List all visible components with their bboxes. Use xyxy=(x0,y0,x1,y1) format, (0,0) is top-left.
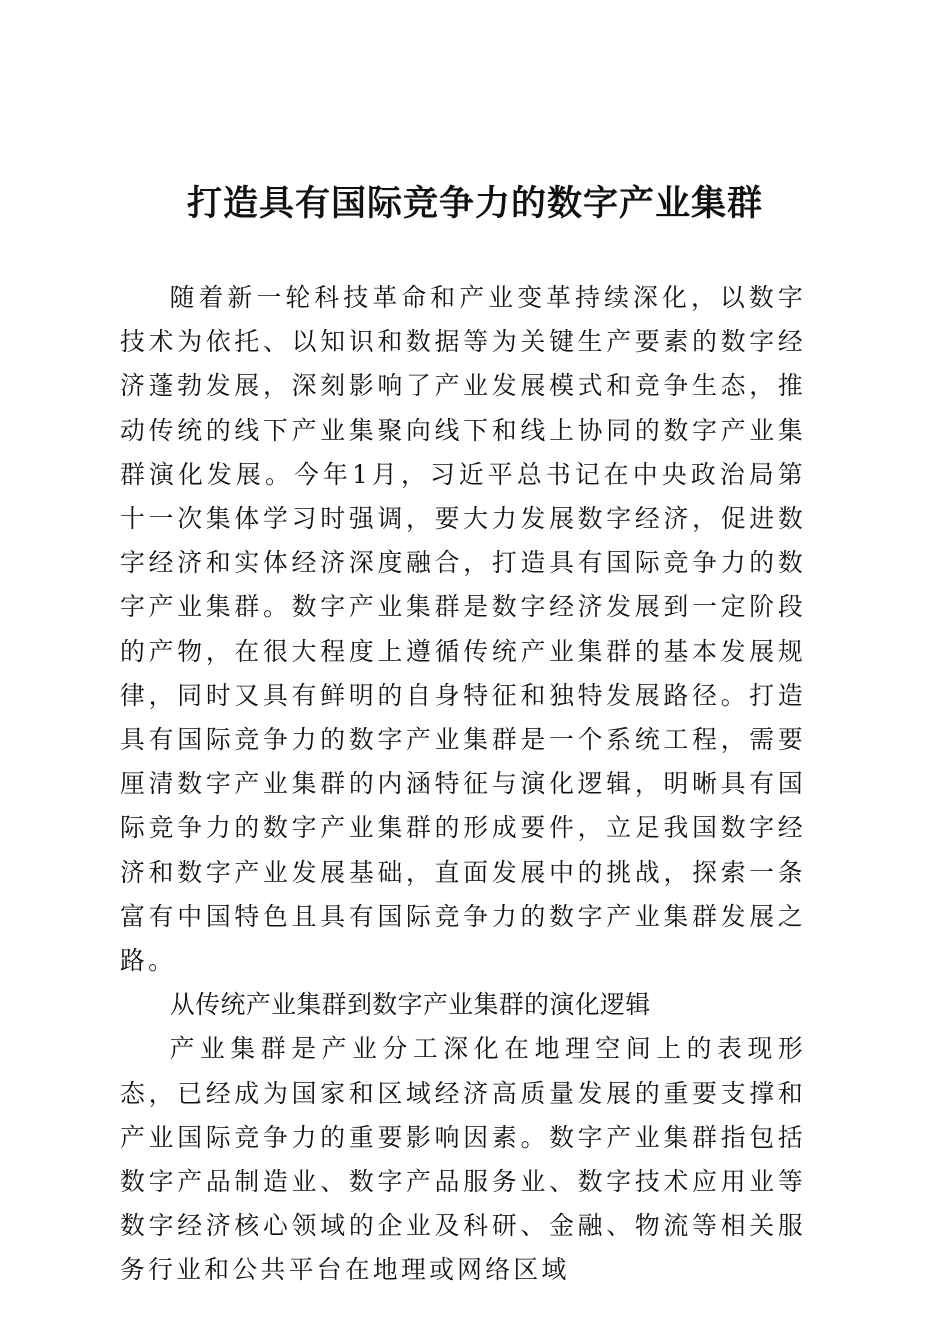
document-body xyxy=(120,276,806,1293)
body-paragraph: 产业集群是产业分工深化在地理空间上的表现形态，已经成为国家和区域经济高质量发展的重要支撑和产业国际竞争力的重要影响因素。数字产业集群指包括数字产品制造业、数字产品服务业、数字技术应用业等数字经济核心领域的企业及科研、金融、物流等相关服务行业和公共平台在地理或网络区域 xyxy=(120,1034,806,1285)
document-title: 打造具有国际竞争力的数字产业集群 xyxy=(186,183,763,224)
section-heading: 从传统产业集群到数字产业集群的演化逻辑 xyxy=(170,990,651,1020)
body-paragraph: 随着新一轮科技革命和产业变革持续深化，以数字技术为依托、以知识和数据等为关键生产要素的数字经济蓬勃发展，深刻影响了产业发展模式和竞争生态，推动传统的线下产业集聚向线下和线上协同的数字产业集群演化发展。今年1月，习近平总书记在中央政治局第十一次集体学习时强调，要大力发展数字经济，促进数字经济和实体经济深度融合，打造具有国际竞争力的数字产业集群。数字产业集群是数字经济发展到一定阶段的产物，在很大程度上遵循传统产业集群的基本发展规律，同时又具有鲜明的自身特征和独特发展路径。打造具有国际竞争力的数字产业集群是一个系统工程，需要厘清数字产业集群的内涵特征与演化逻辑，明晰具有国际竞争力的数字产业集群的形成要件，立足我国数字经济和数字产业发展基础，直面发展中的挑战，探索一条富有中国特色且具有国际竞争力的数字产业集群发展之路。 xyxy=(120,283,806,976)
